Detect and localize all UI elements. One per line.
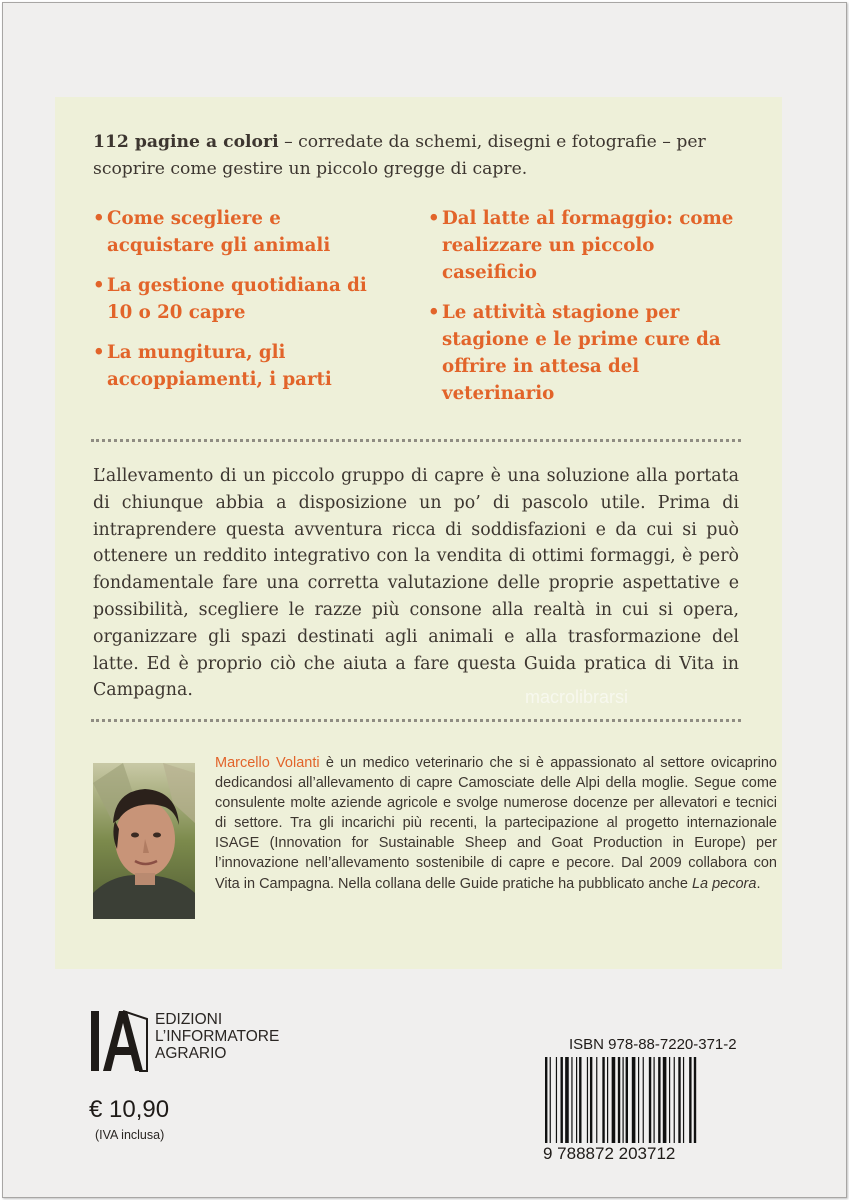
publisher-logo bbox=[89, 1009, 149, 1073]
feature-item: • Dal latte al formaggio: come realizzare un piccolo caseificio bbox=[428, 205, 752, 286]
publisher-name: EDIZIONI L’INFORMATORE AGRARIO bbox=[155, 1011, 280, 1062]
feature-list-right bbox=[428, 205, 748, 420]
watermark: macrolibrarsi bbox=[525, 687, 629, 707]
price: € 10,90 bbox=[89, 1096, 170, 1123]
intro-description: – corredate da schemi, disegni e fotografie – per scoprire come gestire un piccolo gregge di capre. bbox=[93, 132, 706, 179]
author-bio-end: . bbox=[756, 875, 761, 892]
author-bio-text: è un medico veterinario che si è appassionato al settore ovicaprino dedicandosi all’allevamento di capre Camosciate delle Alpi della moglie. Segue come consulente molte aziende agricole e svolge numerose docenze per allevatori e tecnici di settore. Tra gli incarichi più recenti, la partecipazione al progetto internazionale ISAGE (Innovation for Sustainable Sheep and Goat Production in Europe) per l’innovazione nell’allevamento sostenibile di capre e pecore. Dal 2009 collabora con Vita in Campagna. Nella collana delle Guide pratiche ha pubblicato anche bbox=[215, 755, 777, 892]
publisher-block bbox=[89, 1009, 349, 1073]
feature-list bbox=[93, 205, 753, 405]
content-panel bbox=[55, 97, 782, 969]
book-description: L’allevamento di un piccolo gruppo di capre è una soluzione alla portata di chiunque abbia a disposizione un po’ di pascolo utile. Prima di intraprendere questa avventura ricca di soddisfazioni e da cui si può ottenere un reddito integrativo con la vendita di ottimi formaggi, è però fondamentale fare una corretta valutazione delle proprie aspettative e possibilità, scegliere le razze più consone alla realtà in cui si opera, organizzare gli spazi destinati agli animali e alla trasformazione del latte. Ed è proprio ciò che aiuta a fare questa Guida pratica di Vita in Campagna. bbox=[93, 466, 739, 701]
author-book-title: La pecora bbox=[691, 875, 757, 892]
feature-item: • La gestione quotidiana di 10 o 20 capre bbox=[93, 272, 367, 326]
author-photo bbox=[93, 763, 195, 919]
dotted-divider bbox=[91, 439, 741, 442]
dotted-divider bbox=[91, 719, 741, 722]
barcode bbox=[541, 1057, 733, 1147]
price-note: (IVA inclusa) bbox=[95, 1128, 165, 1142]
intro-text bbox=[93, 129, 753, 183]
barcode-digits: 9 788872 203712 bbox=[543, 1144, 676, 1163]
feature-list-left bbox=[93, 205, 393, 406]
author-bio bbox=[215, 753, 777, 894]
feature-item: • La mungitura, gli accoppiamenti, i parti bbox=[93, 339, 387, 393]
author-name: Marcello Volanti bbox=[215, 755, 320, 771]
isbn-label: ISBN 978-88-7220-371-2 bbox=[569, 1036, 737, 1053]
book-back-cover bbox=[2, 2, 847, 1198]
intro-page-count: 112 pagine a colori bbox=[93, 132, 279, 152]
feature-item: • Come scegliere e acquistare gli animali bbox=[93, 205, 367, 259]
feature-item: • Le attività stagione per stagione e le prime cure da offrire in attesa del veterinario bbox=[428, 299, 742, 407]
